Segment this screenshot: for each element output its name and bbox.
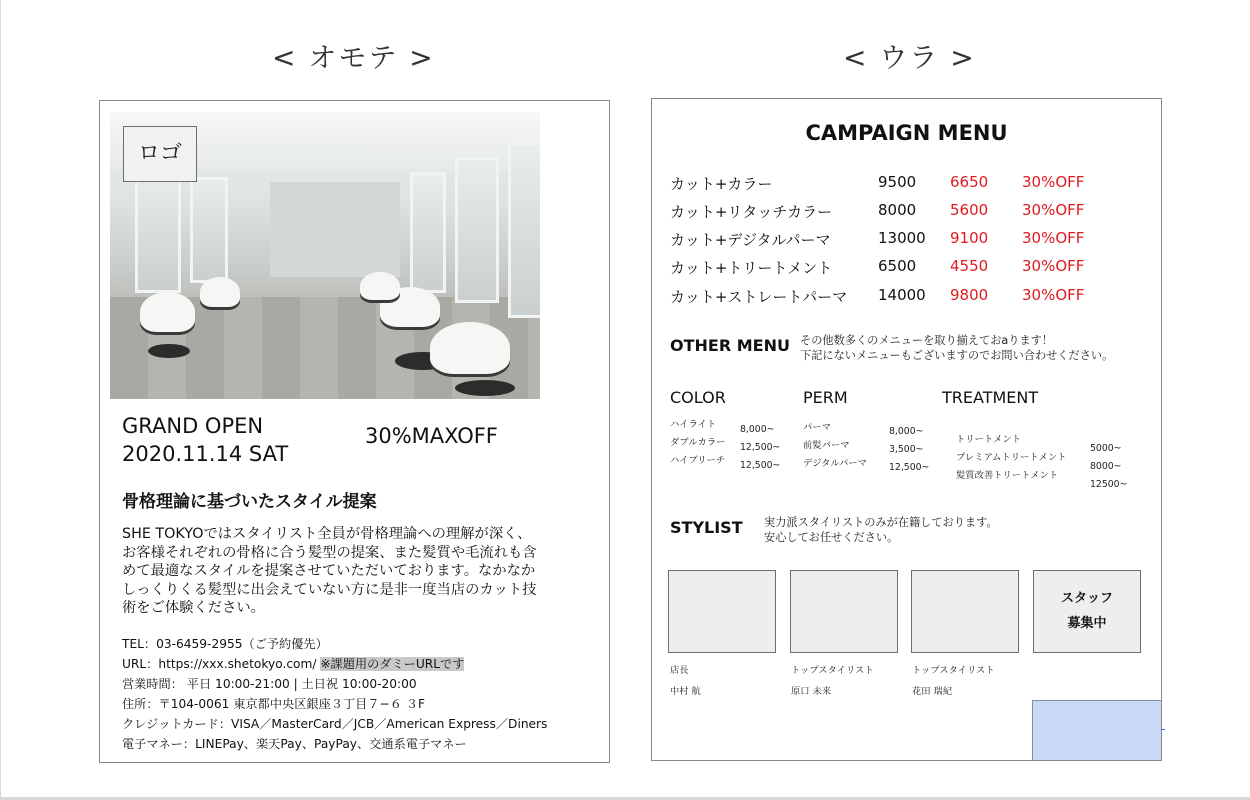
- menu-discount: 30%OFF: [1022, 286, 1085, 304]
- staff-name: 中村 航: [670, 686, 701, 697]
- description-line: めて最適なスタイルを提案させていただいております。なかなか: [122, 563, 536, 579]
- recruit-line: 募集中: [1067, 616, 1107, 631]
- staff-photo-placeholder: [790, 570, 898, 653]
- other-menu-note: [800, 333, 1113, 363]
- menu-regular-price: 6500: [878, 257, 917, 275]
- salon-info: [122, 634, 607, 754]
- flyer-back: [651, 98, 1162, 761]
- treatment-menu-names: [956, 431, 1066, 485]
- perm-menu-name: パーマ: [803, 422, 831, 433]
- front-side-heading: < オモテ >: [272, 41, 435, 74]
- perm-menu-prices: [889, 423, 929, 477]
- perm-menu-price: 12,500~: [889, 462, 930, 473]
- color-menu-prices: [740, 421, 780, 475]
- grand-open-date: 2020.11.14 SAT: [122, 442, 289, 466]
- menu-sale-price: 9800: [950, 286, 989, 304]
- flyer-front: [99, 100, 610, 763]
- staff-role: トップスタイリスト: [912, 665, 995, 676]
- other-menu-label: OTHER MENU: [670, 336, 790, 355]
- color-menu-names: [670, 416, 725, 470]
- description-line: 術をご体験ください。: [122, 600, 265, 616]
- url-text: URL：https://xxx.shetokyo.com/: [122, 657, 321, 671]
- menu-sale-price: 4550: [950, 257, 989, 275]
- treatment-title: TREATMENT: [942, 388, 1039, 407]
- menu-name: カット+ストレートパーマ: [670, 288, 848, 306]
- perm-title: PERM: [803, 388, 848, 407]
- tagline: 骨格理論に基づいたスタイル提案: [122, 492, 377, 512]
- grand-open-title: GRAND OPEN: [122, 414, 264, 438]
- staff-role: 店長: [670, 665, 689, 676]
- perm-menu-price: 8,000~: [889, 426, 924, 437]
- color-menu-name: ハイライト: [670, 419, 717, 430]
- phone-info: TEL：03-6459-2955（ご予約優先）: [122, 637, 328, 651]
- menu-name: カット+カラー: [670, 175, 773, 193]
- color-menu-price: 12,500~: [740, 460, 781, 471]
- menu-discount: 30%OFF: [1022, 173, 1085, 191]
- menu-sale-price: 9100: [950, 229, 989, 247]
- treatment-menu-prices: [1090, 440, 1127, 494]
- menu-discount: 30%OFF: [1022, 229, 1085, 247]
- treatment-menu-name: 髪質改善トリートメント: [956, 470, 1059, 481]
- color-menu-name: ハイブリーチ: [670, 455, 726, 466]
- frame-left-edge: [0, 0, 1, 800]
- address-info: 住所：〒104-0061 東京都中央区銀座３丁目７−６ ３F: [122, 697, 426, 711]
- color-menu-name: ダブルカラー: [670, 437, 726, 448]
- stylist-label: STYLIST: [670, 518, 743, 537]
- staff-photo-placeholder: [911, 570, 1019, 653]
- stylist-note-line: 安心してお任せください。: [764, 531, 899, 544]
- staff-name: 花田 瑞紀: [912, 686, 953, 697]
- url-info: [122, 654, 607, 674]
- description-line: お客様それぞれの骨格に合う髪型の提案、また髪質や毛流れも含: [122, 544, 537, 561]
- treatment-menu-price: 12500~: [1090, 479, 1128, 490]
- hours-info: 営業時間： 平日 10:00-21:00 | 土日祝 10:00-20:00: [122, 677, 417, 691]
- treatment-menu-name: プレミアムトリートメント: [956, 452, 1067, 463]
- color-menu-price: 12,500~: [740, 442, 781, 453]
- description-line: SHE TOKYOではスタイリスト全員が骨格理論への理解が深く、: [122, 526, 532, 542]
- treatment-menu-name: トリートメント: [956, 434, 1021, 445]
- color-menu-price: 8,000~: [740, 424, 775, 435]
- emoney-info: 電子マネー：LINEPay、楽天Pay、PayPay、交通系電子マネー: [122, 737, 467, 751]
- menu-discount: 30%OFF: [1022, 201, 1085, 219]
- other-menu-note-line: 下記にないメニューもございますのでお問い合わせください。: [800, 349, 1114, 362]
- menu-regular-price: 9500: [878, 173, 917, 191]
- treatment-menu-price: 8000~: [1090, 461, 1122, 472]
- blue-placeholder-box: [1032, 700, 1162, 761]
- menu-sale-price: 5600: [950, 201, 989, 219]
- menu-regular-price: 8000: [878, 201, 917, 219]
- stylist-note-line: 実力派スタイリストのみが在籍しております。: [764, 516, 998, 529]
- logo-placeholder: ロゴ: [123, 126, 197, 182]
- stylist-note: [764, 515, 998, 545]
- credit-card-info: クレジットカード：VISA／MasterCard／JCB／American Express／Diners: [122, 717, 548, 731]
- other-menu-note-line: その他数多くのメニューを取り揃えておaります！: [800, 334, 1053, 347]
- perm-menu-name: 前髪パーマ: [803, 440, 850, 451]
- discount-headline: 30%MAXOFF: [365, 424, 498, 448]
- perm-menu-names: [803, 419, 867, 473]
- staff-photo-placeholder: [668, 570, 776, 653]
- staff-role: トップスタイリスト: [791, 665, 874, 676]
- back-side-heading: < ウラ >: [843, 41, 976, 74]
- menu-regular-price: 14000: [878, 286, 926, 304]
- menu-name: カット+トリートメント: [670, 259, 833, 277]
- staff-name: 原口 未来: [791, 686, 832, 697]
- description-line: しっくりくる髪型に出会えていない方に是非一度当店のカット技: [122, 581, 537, 598]
- menu-name: カット+デジタルパーマ: [670, 231, 831, 249]
- menu-regular-price: 13000: [878, 229, 926, 247]
- perm-menu-price: 3,500~: [889, 444, 924, 455]
- menu-name: カット+リタッチカラー: [670, 203, 833, 221]
- staff-recruiting-box: [1033, 570, 1141, 653]
- color-title: COLOR: [670, 388, 726, 407]
- url-dummy-note: ※課題用のダミーURLです: [320, 657, 465, 671]
- recruit-line: スタッフ: [1060, 591, 1113, 606]
- treatment-menu-price: 5000~: [1090, 443, 1122, 454]
- campaign-menu-title: CAMPAIGN MENU: [805, 121, 1008, 145]
- menu-discount: 30%OFF: [1022, 257, 1085, 275]
- perm-menu-name: デジタルパーマ: [803, 458, 867, 469]
- salon-description: [122, 525, 582, 618]
- menu-sale-price: 6650: [950, 173, 989, 191]
- blue-edge-mark: [1161, 729, 1165, 730]
